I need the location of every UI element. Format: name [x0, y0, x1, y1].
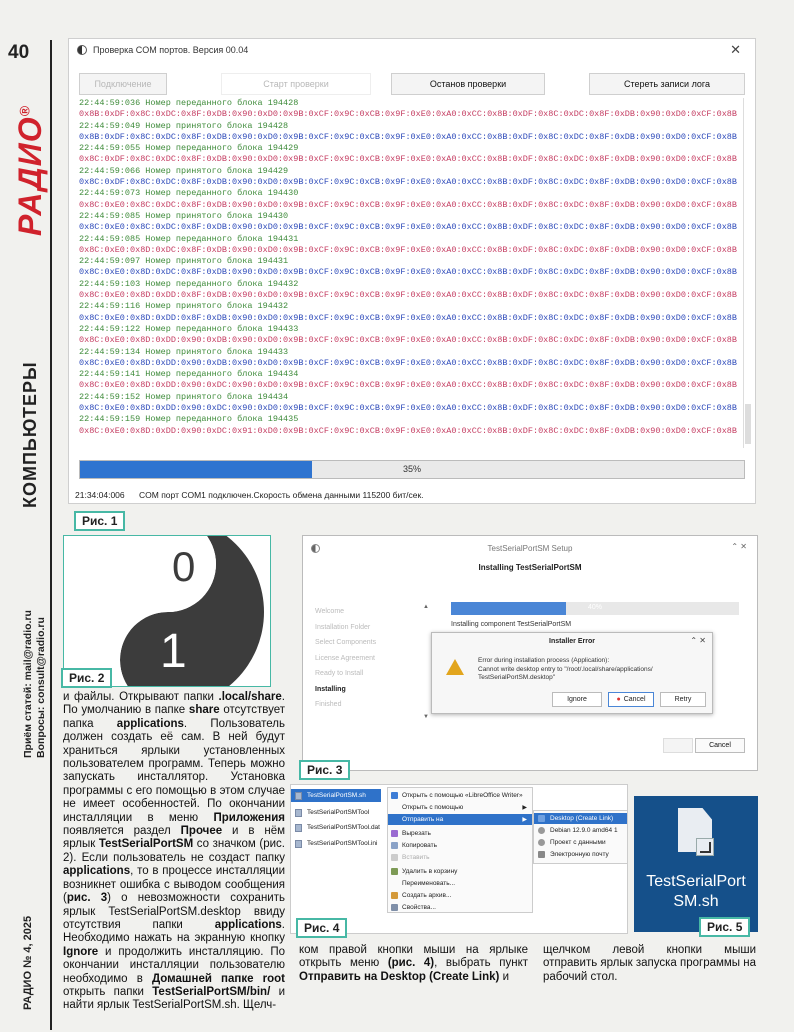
desktop-shortcut[interactable] [634, 796, 758, 932]
paste-icon [391, 854, 398, 861]
app-icon-figure [63, 535, 271, 687]
writer-icon [391, 792, 398, 799]
close-icon[interactable]: ✕ [730, 42, 741, 57]
installer-error-dialog [431, 632, 713, 714]
text-run: . Необходимо нажать на экранную кнопку [63, 918, 285, 945]
disc-icon [538, 839, 545, 846]
error-line-3: TestSerialPortSM.desktop" [478, 674, 556, 681]
registered-mark: ® [16, 105, 33, 117]
progress-bar [79, 460, 745, 479]
yin-yang-large-icon [64, 536, 271, 687]
menu-item-archive[interactable] [388, 890, 532, 901]
text-run: и продолжить инсталляцию. По окончании инсталляции пользователю необходимо в [63, 945, 285, 985]
contact-questions: Вопросы: consult@radio.ru [35, 617, 47, 758]
menu-label: Отправить на [402, 816, 444, 823]
link-arrow-icon [696, 838, 714, 856]
magazine-logo [12, 105, 49, 236]
installer-steps [315, 604, 376, 713]
error-title: Installer Error [549, 638, 595, 645]
logo-text: РАДИО [12, 116, 48, 236]
text-run: и в нём ярлык [63, 825, 285, 851]
bold-text: TestSerialPortSM [98, 838, 194, 851]
text-run: . Пользователь должен создать её сам. В ней будут храниться ярлыки установленных пользователем программ. Теперь можно запускать инсталлятор. Установка программы с его помощью в этом случае не имеет особенностей. По окончании инсталляции в меню [63, 717, 285, 824]
fig3-caption: Рис. 3 [299, 760, 350, 780]
retry-button[interactable]: Retry [660, 692, 706, 707]
paragraph [299, 944, 528, 984]
log-scrollbar[interactable] [743, 98, 751, 448]
connect-button[interactable]: Подключение [79, 73, 167, 95]
disabled-button[interactable] [663, 738, 693, 753]
properties-icon [391, 904, 398, 911]
menu-item-cut[interactable] [388, 828, 532, 839]
text-run: и файлы. Открывают папки [63, 691, 219, 703]
file-name: TestSerialPortSM.sh [307, 792, 366, 799]
log-header-text: 22:44:59:152 Номер принятого блока 194434 [79, 391, 289, 402]
installer-progress-text: 40% [587, 604, 602, 611]
error-line-2: Cannot write desktop entry to "/root/.local/share/applications/ [478, 665, 653, 673]
menu-label: Вырезать [402, 830, 431, 837]
copy-icon [391, 842, 398, 849]
log-header-line [79, 324, 747, 335]
submenu-item-project[interactable] [534, 837, 628, 848]
bold-text: Прочее [180, 825, 223, 838]
log-header-line [79, 188, 747, 199]
menu-label: Свойства... [402, 904, 436, 911]
file-manager-context-menu [290, 784, 628, 934]
text-run: ) о невозможности сохранить ярлык TestSerialPortSM.desktop ввиду отсутствия папки [63, 892, 285, 931]
log-hex-line: 0x8C:0xE0:0x8C:0xDC:0x8F:0xDB:0x90:0xD0:0x9B:0xCF:0x9C:0xCB:0x9F:0xE0:0xA0:0xCC:0x8B:0xDF:0x8C:0xDC:0x8F:0xDB:0x90:0xD0:0xCF:0x8B [79, 199, 738, 210]
file-name: TestSerialPortSMTool.dat [307, 824, 380, 831]
left-strip [0, 0, 56, 1032]
submenu-label: Desktop (Create Link) [550, 815, 614, 822]
log-header-text: 22:44:59:103 Номер переданного блока 194432 [79, 278, 299, 289]
cancel-dialog-label: Cancel [623, 696, 646, 703]
shortcut-label-line-2: SM.sh [673, 893, 719, 910]
log-hex-line: 0x8C:0xDF:0x8C:0xDC:0x8F:0xDB:0x90:0xD0:0x9B:0xCF:0x9C:0xCB:0x9F:0xE0:0xA0:0xCC:0x8B:0xDF:0x8C:0xDC:0x8F:0xDB:0x90:0xD0:0xCF:0x8B [79, 154, 738, 165]
bold-text: Ignore [63, 945, 99, 958]
log-header-line [79, 121, 747, 132]
clear-log-button[interactable]: Стереть записи лога [589, 73, 745, 95]
paragraph [63, 691, 285, 1013]
log-hex-line: 0x8C:0xDF:0x8C:0xDC:0x8F:0xDB:0x90:0xD0:0x9B:0xCF:0x9C:0xCB:0x9F:0xE0:0xA0:0xCC:0x8B:0xDF:0x8C:0xDC:0x8F:0xDB:0x90:0xD0:0xCF:0x8B [79, 177, 738, 188]
file-item[interactable] [291, 806, 381, 819]
menu-label: Копировать [402, 842, 437, 849]
log-hex-line: 0x8C:0xE0:0x8D:0xDC:0x8F:0xDB:0x90:0xD0:0x9B:0xCF:0x9C:0xCB:0x9F:0xE0:0xA0:0xCC:0x8B:0xDF:0x8C:0xDC:0x8F:0xDB:0x90:0xD0:0xCF:0x8B [79, 244, 738, 255]
window-title: Проверка COM портов. Версия 00.04 [93, 45, 249, 55]
log-header-line [79, 347, 747, 358]
error-message [478, 657, 708, 683]
bold-text: рис. 3 [66, 892, 108, 905]
scrollbar-thumb[interactable] [745, 404, 751, 444]
bold-text: applications [116, 717, 184, 730]
bold-text: TestSerialPortSM/bin/ [152, 985, 271, 998]
disc-icon [538, 827, 545, 834]
archive-icon [391, 892, 398, 899]
digit-zero: 0 [172, 543, 196, 590]
menu-item-rename[interactable] [388, 878, 532, 889]
file-icon [295, 840, 302, 848]
bold-text: (рис. 4) [387, 957, 435, 970]
desktop-icon [538, 815, 545, 822]
menu-label: Вставить [402, 854, 430, 861]
yin-yang-icon [77, 45, 87, 55]
bold-text: Домашней папке root [151, 972, 285, 985]
log-hex-line: 0x8C:0xE0:0x8D:0xDD:0x90:0xDC:0x90:0xD0:0x9B:0xCF:0x9C:0xCB:0x9F:0xE0:0xA0:0xCC:0x8B:0xDF:0x8C:0xDC:0x8F:0xDB:0x90:0xD0:0xCF:0x8B [79, 403, 738, 414]
installer-close-icon[interactable]: ⌃ ✕ [731, 542, 747, 551]
installer-step: Ready to Install [315, 670, 364, 677]
log-header-text: 22:44:59:116 Номер принятого блока 194432 [79, 301, 289, 312]
text-run: отсутствует папка [63, 704, 286, 730]
submenu-label: Debian 12.9.0 amd64 1 [550, 827, 618, 834]
fig2-caption: Рис. 2 [61, 668, 112, 688]
cut-icon [391, 830, 398, 837]
start-check-button[interactable]: Старт проверки [221, 73, 371, 95]
text-run: , то в процессе инсталляции возникнет ошибка с выводом сообщения ( [63, 865, 285, 905]
log-hex-line: 0x8C:0xE0:0x8D:0xDD:0x8F:0xDB:0x90:0xD0:0x9B:0xCF:0x9C:0xCB:0x9F:0xE0:0xA0:0xCC:0x8B:0xDF:0x8C:0xDC:0x8F:0xDB:0x90:0xD0:0xCF:0x8B [79, 312, 738, 323]
log-header-text: 22:44:59:036 Номер переданного блока 194428 [79, 98, 299, 108]
submenu-label: Проект с данными [550, 839, 606, 846]
log-header-text: 22:44:59:085 Номер принятого блока 194430 [79, 210, 289, 221]
log-header-text: 22:44:59:141 Номер переданного блока 194434 [79, 369, 299, 380]
log-header-line [79, 301, 747, 312]
fig1-caption: Рис. 1 [74, 511, 125, 531]
chevron-right-icon: ▶ [522, 805, 527, 811]
file-icon [295, 792, 302, 800]
page-number: 40 [8, 42, 30, 63]
file-name: TestSerialPortSMTool.ini [307, 840, 378, 847]
file-name: TestSerialPortSMTool [307, 809, 370, 816]
cancel-dialog-button[interactable] [608, 692, 654, 707]
file-item[interactable] [291, 837, 381, 850]
log-header-text: 22:44:59:134 Номер принятого блока 194433 [79, 346, 289, 357]
file-item[interactable] [291, 821, 381, 834]
log-hex-line: 0x8B:0xDF:0x8C:0xDC:0x8F:0xDB:0x90:0xD0:0x9B:0xCF:0x9C:0xCB:0x9F:0xE0:0xA0:0xCC:0x8B:0xDF:0x8C:0xDC:0x8F:0xDB:0x90:0xD0:0xCF:0x8B [79, 109, 738, 120]
menu-label: Удалить в корзину [402, 868, 458, 875]
log-hex-line: 0x8C:0xE0:0x8D:0xDD:0x90:0xDC:0x91:0xD0:0x9B:0xCF:0x9C:0xCB:0x9F:0xE0:0xA0:0xCC:0x8B:0xDF:0x8C:0xDC:0x8F:0xDB:0x90:0xD0:0xCF:0x8B [79, 425, 738, 436]
log-header-text: 22:44:59:049 Номер принятого блока 194428 [79, 120, 289, 131]
issue-label: РАДИО № 4, 2025 [22, 915, 34, 1010]
submenu-item-email[interactable] [534, 849, 628, 860]
article-column-3 [543, 944, 756, 984]
text-run: и найти ярлык TestSerialPortSM.sh. Щелч- [63, 985, 285, 1012]
article-column-2 [299, 944, 528, 984]
log-header-line [79, 279, 747, 290]
shortcut-label [634, 872, 758, 912]
digit-one: 1 [160, 625, 187, 678]
window-titlebar [77, 45, 248, 55]
status-time: 21:34:04:006 [75, 490, 125, 500]
installer-step: Welcome [315, 608, 345, 615]
section-title: КОМПЬЮТЕРЫ [20, 361, 40, 508]
submenu-item-desktop[interactable] [534, 813, 628, 824]
article-column-1 [63, 691, 285, 1013]
log-header-line [79, 392, 747, 403]
menu-item-open-with[interactable] [388, 802, 532, 813]
status-bar [75, 490, 436, 500]
menu-item-copy[interactable] [388, 840, 532, 851]
bold-text: applications [214, 918, 282, 931]
bold-text: .local/share [218, 691, 282, 703]
fig4-caption: Рис. 4 [296, 918, 347, 938]
chevron-right-icon: ▶ [522, 817, 527, 823]
mail-icon [538, 851, 545, 858]
menu-item-trash[interactable] [388, 866, 532, 877]
menu-item-send-to[interactable] [388, 814, 532, 825]
menu-item-paste[interactable] [388, 852, 532, 863]
log-header-line [79, 166, 747, 177]
log-hex-line: 0x8C:0xE0:0x8D:0xDD:0x8F:0xDB:0x90:0xD0:0x9B:0xCF:0x9C:0xCB:0x9F:0xE0:0xA0:0xCC:0x8B:0xDF:0x8C:0xDC:0x8F:0xDB:0x90:0xD0:0xCF:0x8B [79, 290, 738, 301]
log-header-text: 22:44:59:066 Номер принятого блока 194429 [79, 165, 289, 176]
log-hex-line: 0x8C:0xE0:0x8D:0xDD:0x90:0xDB:0x90:0xD0:0x9B:0xCF:0x9C:0xCB:0x9F:0xE0:0xA0:0xCC:0x8B:0xDF:0x8C:0xDC:0x8F:0xDB:0x90:0xD0:0xCF:0x8B [79, 357, 738, 368]
menu-label: Переименовать... [402, 880, 456, 887]
installer-cancel-button[interactable]: Cancel [695, 738, 745, 753]
menu-item-properties[interactable] [388, 902, 532, 913]
progress-text: 35% [402, 464, 421, 474]
file-icon [295, 809, 302, 817]
log-header-line [79, 98, 747, 109]
log-header-line [79, 234, 747, 245]
bold-text: Отправить на Desktop (Create Link) [299, 970, 500, 983]
cancel-icon: ● [616, 696, 621, 703]
status-text: COM порт COM1 подключен.Скорость обмена данными 115200 бит/сек. [139, 490, 424, 500]
text-run: . По умолчанию в папке [63, 691, 285, 717]
installing-component: Installing component TestSerialPortSM [451, 621, 572, 628]
text-run: ком правой кнопки мыши на ярлыке открыть меню [299, 944, 528, 970]
log-header-line [79, 256, 747, 267]
text-run: щелчком левой кнопки мыши отправить ярлык запуска программы на рабочий стол. [543, 944, 757, 983]
log-header-line [79, 143, 747, 154]
warning-icon [446, 659, 464, 675]
log-hex-line: 0x8B:0xDF:0x8C:0xDC:0x8F:0xDB:0x90:0xD0:0x9B:0xCF:0x9C:0xCB:0x9F:0xE0:0xA0:0xCC:0x8B:0xDF:0x8C:0xDC:0x8F:0xDB:0x90:0xD0:0xCF:0x8B [79, 131, 738, 142]
bold-text: Приложения [213, 811, 285, 824]
ignore-button[interactable]: Ignore [552, 692, 602, 707]
log-hex-line: 0x8C:0xE0:0x8C:0xDC:0x8F:0xDB:0x90:0xD0:0x9B:0xCF:0x9C:0xCB:0x9F:0xE0:0xA0:0xCC:0x8B:0xDF:0x8C:0xDC:0x8F:0xDB:0x90:0xD0:0xCF:0x8B [79, 222, 738, 233]
installer-step: Installing [315, 685, 346, 693]
installer-heading: Installing TestSerialPortSM [478, 563, 582, 572]
log-hex-line: 0x8C:0xE0:0x8D:0xDC:0x8F:0xDB:0x90:0xD0:0x9B:0xCF:0x9C:0xCB:0x9F:0xE0:0xA0:0xCC:0x8B:0xDF:0x8C:0xDC:0x8F:0xDB:0x90:0xD0:0xCF:0x8B [79, 267, 738, 278]
installer-step: Select Components [315, 639, 377, 646]
log-header-text: 22:44:59:097 Номер принятого блока 194431 [79, 256, 289, 267]
menu-label: Открыть с помощью [402, 804, 464, 811]
installer-progress [451, 602, 739, 615]
file-icon [295, 824, 302, 832]
menu-label: Создать архив... [402, 892, 452, 899]
com-port-checker-window [68, 38, 756, 504]
log-hex-line: 0x8C:0xE0:0x8D:0xDD:0x90:0xDC:0x90:0xD0:0x9B:0xCF:0x9C:0xCB:0x9F:0xE0:0xA0:0xCC:0x8B:0xDF:0x8C:0xDC:0x8F:0xDB:0x90:0xD0:0xCF:0x8B [79, 380, 738, 391]
scroll-up-icon[interactable]: ▲ [423, 604, 429, 610]
installer-step: Installation Folder [315, 623, 371, 631]
text-run: со значком (рис. 2). Если пользователь не создаст папку [63, 838, 285, 864]
shortcut-label-line-1: TestSerialPort [646, 873, 746, 890]
bold-text: share [188, 704, 220, 717]
submenu-item-debian[interactable] [534, 825, 628, 836]
log-header-text: 22:44:59:159 Номер переданного блока 194435 [79, 414, 299, 425]
log-header-text: 22:44:59:073 Номер переданного блока 194430 [79, 188, 299, 199]
contact-articles: Приём статей: mail@radio.ru [22, 610, 34, 758]
log-header-line [79, 414, 747, 425]
scroll-down-icon[interactable]: ▼ [423, 714, 429, 720]
log-header-text: 22:44:59:122 Номер переданного блока 194433 [79, 323, 299, 334]
log-header-line [79, 369, 747, 380]
log-header-text: 22:44:59:055 Номер переданного блока 194429 [79, 143, 299, 154]
installer-title: TestSerialPortSM Setup [487, 544, 573, 553]
log-hex-line: 0x8C:0xE0:0x8D:0xDD:0x90:0xDB:0x90:0xD0:0x9B:0xCF:0x9C:0xCB:0x9F:0xE0:0xA0:0xCC:0x8B:0xDF:0x8C:0xDC:0x8F:0xDB:0x90:0xD0:0xCF:0x8B [79, 335, 738, 346]
log-header-line [79, 211, 747, 222]
strip-divider [50, 40, 52, 1030]
log-area[interactable] [79, 98, 747, 446]
installer-window [302, 535, 758, 771]
menu-label: Открыть с помощью «LibreOffice Writer» [402, 792, 523, 799]
menu-item-open-writer[interactable] [388, 790, 532, 801]
text-run: , выбрать пункт [434, 957, 529, 970]
installer-step: License Agreement [315, 654, 375, 662]
fig5-caption: Рис. 5 [699, 917, 750, 937]
context-menu [387, 787, 533, 913]
text-run: и [499, 970, 509, 983]
text-run: открыть папки [63, 985, 153, 998]
submenu-label: Электронную почту [550, 851, 609, 858]
send-to-submenu [533, 810, 628, 864]
paragraph [543, 944, 756, 984]
installer-step: Finished [315, 701, 342, 708]
error-line-1: Error during installation process (Application): [478, 657, 610, 664]
file-item[interactable] [291, 789, 381, 802]
log-header-text: 22:44:59:085 Номер переданного блока 194431 [79, 233, 299, 244]
stop-check-button[interactable]: Останов проверки [391, 73, 545, 95]
bold-text: applications [63, 865, 131, 878]
trash-icon [391, 868, 398, 875]
error-close-icon[interactable]: ⌃ ✕ [690, 636, 706, 645]
text-run: появляется раздел [63, 825, 181, 838]
